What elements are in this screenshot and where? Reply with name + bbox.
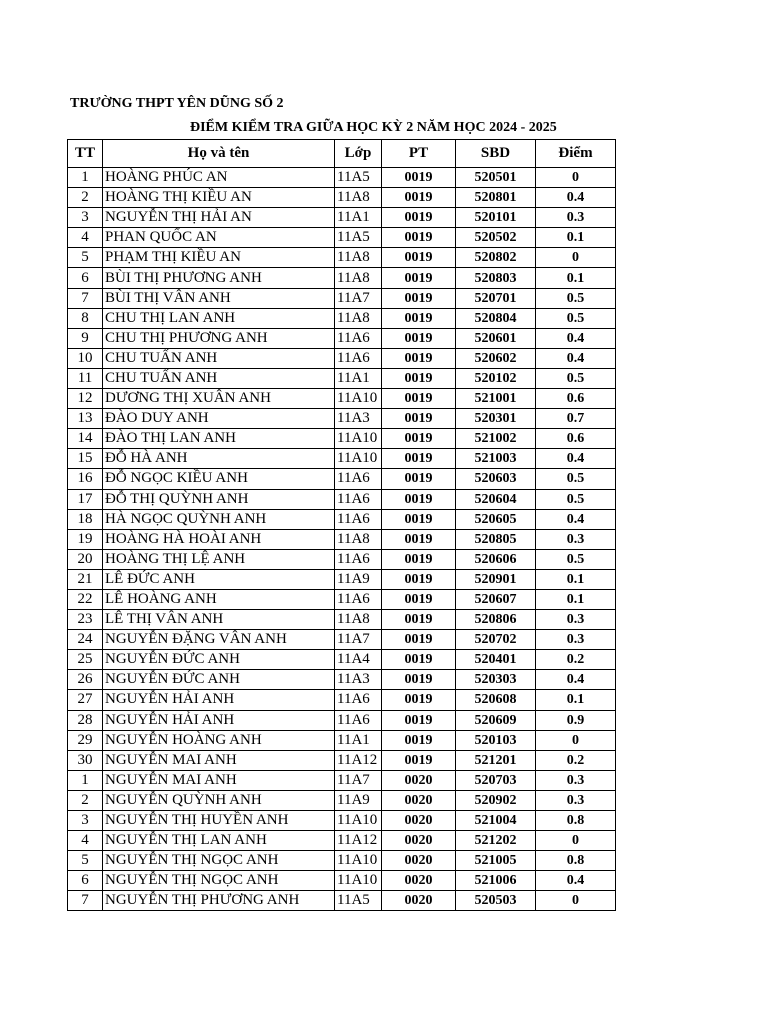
cell-name: NGUYỄN THỊ HUYỀN ANH [103, 811, 335, 831]
cell-name: NGUYỄN HOÀNG ANH [103, 730, 335, 750]
cell-score: 0.1 [536, 589, 616, 609]
cell-score: 0.3 [536, 790, 616, 810]
cell-score: 0.1 [536, 569, 616, 589]
cell-name: NGUYỄN THỊ PHƯƠNG ANH [103, 891, 335, 911]
cell-name: PHAN QUỐC AN [103, 228, 335, 248]
cell-pt: 0019 [382, 529, 456, 549]
cell-score: 0.3 [536, 529, 616, 549]
cell-sbd: 520303 [456, 670, 536, 690]
cell-name: NGUYỄN MAI ANH [103, 770, 335, 790]
cell-class: 11A9 [335, 790, 382, 810]
cell-pt: 0019 [382, 549, 456, 569]
cell-name: CHU TUẤN ANH [103, 348, 335, 368]
cell-name: ĐỖ THỊ QUỲNH ANH [103, 489, 335, 509]
cell-pt: 0019 [382, 248, 456, 268]
table-row [68, 529, 616, 549]
cell-sbd: 521004 [456, 811, 536, 831]
cell-score: 0.3 [536, 208, 616, 228]
cell-pt: 0019 [382, 750, 456, 770]
cell-pt: 0019 [382, 409, 456, 429]
cell-sbd: 520103 [456, 730, 536, 750]
cell-class: 11A6 [335, 589, 382, 609]
cell-sbd: 521202 [456, 831, 536, 851]
cell-pt: 0019 [382, 429, 456, 449]
table-row [68, 750, 616, 770]
cell-pt: 0019 [382, 389, 456, 409]
table-row [68, 188, 616, 208]
cell-class: 11A7 [335, 630, 382, 650]
cell-name: HÀ NGỌC QUỲNH ANH [103, 509, 335, 529]
cell-class: 11A8 [335, 308, 382, 328]
cell-name: HOÀNG PHÚC AN [103, 168, 335, 188]
cell-pt: 0019 [382, 208, 456, 228]
school-name: TRƯỜNG THPT YÊN DŨNG SỐ 2 [70, 96, 284, 111]
cell-sbd: 520803 [456, 268, 536, 288]
cell-class: 11A10 [335, 429, 382, 449]
table-row [68, 489, 616, 509]
cell-pt: 0020 [382, 770, 456, 790]
cell-class: 11A7 [335, 770, 382, 790]
table-row [68, 710, 616, 730]
cell-class: 11A10 [335, 871, 382, 891]
table-row [68, 348, 616, 368]
table-row [68, 288, 616, 308]
cell-class: 11A5 [335, 891, 382, 911]
cell-pt: 0019 [382, 670, 456, 690]
cell-pt: 0019 [382, 650, 456, 670]
cell-class: 11A7 [335, 288, 382, 308]
cell-class: 11A1 [335, 208, 382, 228]
table-row [68, 831, 616, 851]
cell-pt: 0019 [382, 489, 456, 509]
cell-pt: 0019 [382, 589, 456, 609]
cell-tt: 30 [68, 750, 103, 770]
cell-tt: 17 [68, 489, 103, 509]
cell-tt: 8 [68, 308, 103, 328]
table-row [68, 569, 616, 589]
table-row [68, 328, 616, 348]
cell-tt: 10 [68, 348, 103, 368]
score-table [67, 139, 616, 911]
cell-tt: 29 [68, 730, 103, 750]
cell-pt: 0019 [382, 228, 456, 248]
cell-sbd: 520503 [456, 891, 536, 911]
cell-tt: 24 [68, 630, 103, 650]
cell-sbd: 520502 [456, 228, 536, 248]
cell-pt: 0019 [382, 449, 456, 469]
column-header-sbd: SBD [456, 140, 536, 168]
cell-name: NGUYỄN ĐỨC ANH [103, 650, 335, 670]
cell-pt: 0019 [382, 509, 456, 529]
cell-class: 11A3 [335, 670, 382, 690]
cell-pt: 0020 [382, 871, 456, 891]
cell-tt: 6 [68, 268, 103, 288]
cell-score: 0 [536, 248, 616, 268]
cell-class: 11A1 [335, 730, 382, 750]
cell-sbd: 520802 [456, 248, 536, 268]
cell-sbd: 521201 [456, 750, 536, 770]
cell-class: 11A6 [335, 549, 382, 569]
document-title: ĐIỂM KIỂM TRA GIỮA HỌC KỲ 2 NĂM HỌC 2024 - 2025 [190, 120, 557, 135]
table-row [68, 871, 616, 891]
cell-name: HOÀNG HÀ HOÀI ANH [103, 529, 335, 549]
cell-name: NGUYỄN HẢI ANH [103, 710, 335, 730]
cell-class: 11A10 [335, 389, 382, 409]
cell-sbd: 520301 [456, 409, 536, 429]
cell-score: 0.1 [536, 690, 616, 710]
cell-score: 0.1 [536, 268, 616, 288]
cell-class: 11A8 [335, 610, 382, 630]
cell-sbd: 520609 [456, 710, 536, 730]
cell-class: 11A8 [335, 268, 382, 288]
column-header-name: Họ và tên [103, 140, 335, 168]
table-row [68, 168, 616, 188]
cell-tt: 7 [68, 891, 103, 911]
cell-score: 0.5 [536, 368, 616, 388]
cell-sbd: 520605 [456, 509, 536, 529]
cell-name: NGUYỄN HẢI ANH [103, 690, 335, 710]
cell-sbd: 520902 [456, 790, 536, 810]
cell-tt: 26 [68, 670, 103, 690]
cell-pt: 0019 [382, 469, 456, 489]
cell-class: 11A10 [335, 851, 382, 871]
cell-sbd: 520702 [456, 630, 536, 650]
cell-pt: 0020 [382, 790, 456, 810]
cell-sbd: 520804 [456, 308, 536, 328]
cell-sbd: 521002 [456, 429, 536, 449]
cell-name: NGUYỄN THỊ NGỌC ANH [103, 851, 335, 871]
cell-score: 0.5 [536, 549, 616, 569]
table-row [68, 790, 616, 810]
table-body [68, 168, 616, 911]
table-row [68, 449, 616, 469]
cell-class: 11A6 [335, 710, 382, 730]
table-row [68, 208, 616, 228]
cell-tt: 9 [68, 328, 103, 348]
table-row [68, 891, 616, 911]
column-header-tt: TT [68, 140, 103, 168]
cell-tt: 3 [68, 208, 103, 228]
cell-tt: 5 [68, 851, 103, 871]
cell-sbd: 521003 [456, 449, 536, 469]
table-row [68, 509, 616, 529]
cell-score: 0.4 [536, 509, 616, 529]
cell-class: 11A6 [335, 509, 382, 529]
cell-name: NGUYỄN THỊ LAN ANH [103, 831, 335, 851]
cell-sbd: 520607 [456, 589, 536, 609]
cell-sbd: 520604 [456, 489, 536, 509]
cell-sbd: 520805 [456, 529, 536, 549]
cell-tt: 5 [68, 248, 103, 268]
cell-class: 11A1 [335, 368, 382, 388]
cell-name: ĐÀO THỊ LAN ANH [103, 429, 335, 449]
cell-class: 11A4 [335, 650, 382, 670]
table-row [68, 429, 616, 449]
cell-score: 0 [536, 168, 616, 188]
cell-score: 0 [536, 891, 616, 911]
cell-sbd: 520901 [456, 569, 536, 589]
cell-pt: 0019 [382, 610, 456, 630]
column-header-class: Lớp [335, 140, 382, 168]
table-row [68, 670, 616, 690]
cell-pt: 0020 [382, 831, 456, 851]
table-row [68, 851, 616, 871]
cell-tt: 1 [68, 168, 103, 188]
cell-pt: 0020 [382, 851, 456, 871]
cell-name: LÊ THỊ VÂN ANH [103, 610, 335, 630]
cell-name: ĐỖ HÀ ANH [103, 449, 335, 469]
table-row [68, 630, 616, 650]
cell-pt: 0020 [382, 891, 456, 911]
column-header-score: Điểm [536, 140, 616, 168]
cell-name: PHẠM THỊ KIỀU AN [103, 248, 335, 268]
table-row [68, 650, 616, 670]
cell-tt: 18 [68, 509, 103, 529]
cell-score: 0 [536, 831, 616, 851]
cell-tt: 4 [68, 831, 103, 851]
cell-class: 11A6 [335, 489, 382, 509]
cell-score: 0.5 [536, 489, 616, 509]
cell-score: 0.8 [536, 811, 616, 831]
cell-score: 0.1 [536, 228, 616, 248]
cell-name: ĐỖ NGỌC KIỀU ANH [103, 469, 335, 489]
table-row [68, 228, 616, 248]
cell-score: 0.4 [536, 328, 616, 348]
table-row [68, 389, 616, 409]
cell-tt: 2 [68, 790, 103, 810]
cell-tt: 27 [68, 690, 103, 710]
cell-sbd: 520601 [456, 328, 536, 348]
cell-pt: 0019 [382, 569, 456, 589]
cell-name: BÙI THỊ VÂN ANH [103, 288, 335, 308]
cell-class: 11A5 [335, 168, 382, 188]
cell-pt: 0019 [382, 288, 456, 308]
cell-name: NGUYỄN MAI ANH [103, 750, 335, 770]
cell-pt: 0019 [382, 188, 456, 208]
cell-tt: 19 [68, 529, 103, 549]
cell-class: 11A12 [335, 750, 382, 770]
cell-name: NGUYỄN THỊ NGỌC ANH [103, 871, 335, 891]
cell-class: 11A8 [335, 188, 382, 208]
cell-score: 0.2 [536, 750, 616, 770]
table-row [68, 308, 616, 328]
table-row [68, 730, 616, 750]
cell-sbd: 521006 [456, 871, 536, 891]
cell-class: 11A6 [335, 690, 382, 710]
cell-score: 0.8 [536, 851, 616, 871]
cell-score: 0 [536, 730, 616, 750]
cell-tt: 25 [68, 650, 103, 670]
cell-sbd: 520806 [456, 610, 536, 630]
cell-sbd: 520602 [456, 348, 536, 368]
cell-sbd: 520603 [456, 469, 536, 489]
cell-tt: 23 [68, 610, 103, 630]
cell-tt: 15 [68, 449, 103, 469]
cell-tt: 6 [68, 871, 103, 891]
cell-class: 11A9 [335, 569, 382, 589]
cell-class: 11A8 [335, 248, 382, 268]
cell-pt: 0019 [382, 348, 456, 368]
cell-name: CHU THỊ PHƯƠNG ANH [103, 328, 335, 348]
cell-class: 11A6 [335, 469, 382, 489]
table-row [68, 268, 616, 288]
cell-score: 0.3 [536, 610, 616, 630]
cell-sbd: 520701 [456, 288, 536, 308]
cell-pt: 0019 [382, 690, 456, 710]
cell-score: 0.9 [536, 710, 616, 730]
cell-class: 11A10 [335, 449, 382, 469]
cell-sbd: 520501 [456, 168, 536, 188]
cell-name: DƯƠNG THỊ XUÂN ANH [103, 389, 335, 409]
cell-sbd: 520606 [456, 549, 536, 569]
table-row [68, 549, 616, 569]
cell-tt: 14 [68, 429, 103, 449]
cell-score: 0.3 [536, 630, 616, 650]
table-row [68, 811, 616, 831]
cell-name: LÊ ĐỨC ANH [103, 569, 335, 589]
cell-tt: 28 [68, 710, 103, 730]
cell-class: 11A5 [335, 228, 382, 248]
table-row [68, 368, 616, 388]
cell-score: 0.2 [536, 650, 616, 670]
cell-name: HOÀNG THỊ KIỀU AN [103, 188, 335, 208]
cell-sbd: 520401 [456, 650, 536, 670]
cell-tt: 11 [68, 368, 103, 388]
cell-tt: 21 [68, 569, 103, 589]
cell-score: 0.4 [536, 348, 616, 368]
cell-pt: 0019 [382, 328, 456, 348]
cell-class: 11A6 [335, 348, 382, 368]
cell-tt: 22 [68, 589, 103, 609]
cell-score: 0.4 [536, 871, 616, 891]
cell-name: NGUYỄN ĐỨC ANH [103, 670, 335, 690]
cell-sbd: 521001 [456, 389, 536, 409]
cell-score: 0.5 [536, 308, 616, 328]
cell-name: HOÀNG THỊ LỆ ANH [103, 549, 335, 569]
table-header-row [68, 140, 616, 168]
table-row [68, 469, 616, 489]
cell-sbd: 521005 [456, 851, 536, 871]
cell-pt: 0019 [382, 368, 456, 388]
cell-score: 0.7 [536, 409, 616, 429]
cell-tt: 3 [68, 811, 103, 831]
cell-sbd: 520801 [456, 188, 536, 208]
cell-sbd: 520101 [456, 208, 536, 228]
cell-tt: 1 [68, 770, 103, 790]
cell-class: 11A6 [335, 328, 382, 348]
cell-tt: 4 [68, 228, 103, 248]
column-header-pt: PT [382, 140, 456, 168]
table-row [68, 610, 616, 630]
cell-name: LÊ HOÀNG ANH [103, 589, 335, 609]
cell-class: 11A10 [335, 811, 382, 831]
cell-sbd: 520703 [456, 770, 536, 790]
cell-tt: 13 [68, 409, 103, 429]
cell-tt: 7 [68, 288, 103, 308]
cell-score: 0.4 [536, 188, 616, 208]
table-row [68, 690, 616, 710]
cell-pt: 0019 [382, 630, 456, 650]
cell-sbd: 520608 [456, 690, 536, 710]
cell-score: 0.6 [536, 429, 616, 449]
cell-tt: 16 [68, 469, 103, 489]
cell-pt: 0019 [382, 268, 456, 288]
cell-pt: 0020 [382, 811, 456, 831]
cell-name: CHU THỊ LAN ANH [103, 308, 335, 328]
cell-score: 0.4 [536, 670, 616, 690]
cell-name: ĐÀO DUY ANH [103, 409, 335, 429]
cell-pt: 0019 [382, 730, 456, 750]
cell-sbd: 520102 [456, 368, 536, 388]
table-row [68, 589, 616, 609]
cell-name: NGUYỄN ĐẶNG VÂN ANH [103, 630, 335, 650]
cell-name: NGUYỄN THỊ HẢI AN [103, 208, 335, 228]
cell-score: 0.3 [536, 770, 616, 790]
cell-tt: 12 [68, 389, 103, 409]
cell-score: 0.5 [536, 469, 616, 489]
cell-name: BÙI THỊ PHƯƠNG ANH [103, 268, 335, 288]
cell-pt: 0019 [382, 710, 456, 730]
table-row [68, 409, 616, 429]
cell-score: 0.4 [536, 449, 616, 469]
table-row [68, 248, 616, 268]
cell-class: 11A12 [335, 831, 382, 851]
cell-score: 0.5 [536, 288, 616, 308]
cell-score: 0.6 [536, 389, 616, 409]
cell-name: NGUYỄN QUỲNH ANH [103, 790, 335, 810]
cell-tt: 2 [68, 188, 103, 208]
cell-name: CHU TUẤN ANH [103, 368, 335, 388]
table-row [68, 770, 616, 790]
cell-pt: 0019 [382, 308, 456, 328]
cell-class: 11A3 [335, 409, 382, 429]
cell-pt: 0019 [382, 168, 456, 188]
cell-tt: 20 [68, 549, 103, 569]
cell-class: 11A8 [335, 529, 382, 549]
